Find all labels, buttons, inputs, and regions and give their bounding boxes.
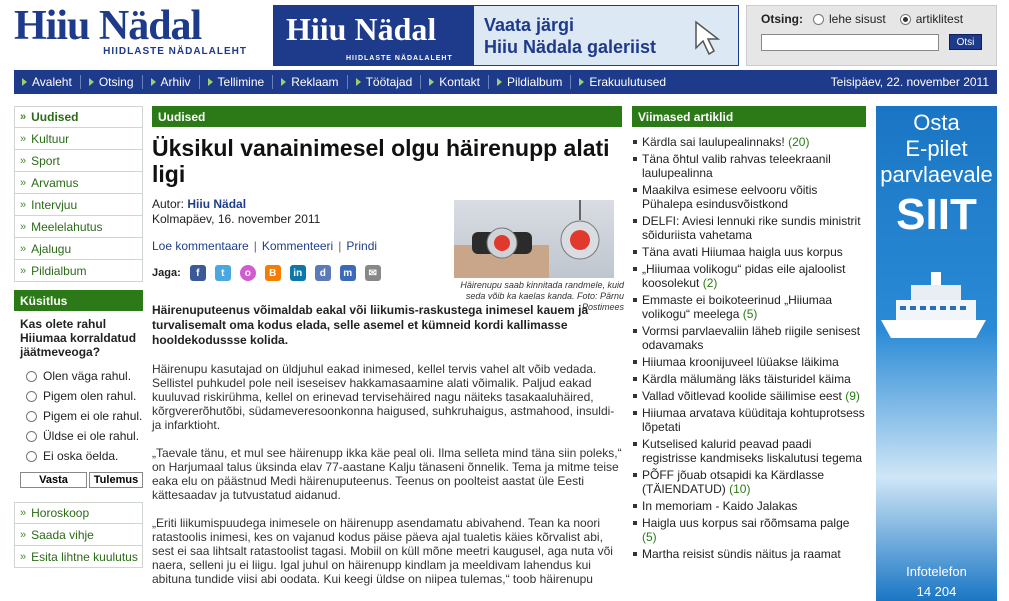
- nav-item-erakuulutused[interactable]: Erakuulutused: [571, 75, 674, 89]
- latest-article-link[interactable]: Kärdla mälumäng läks täisturidel käima: [642, 372, 851, 386]
- sidebar-item-pildialbum[interactable]: » Pildialbum: [14, 260, 143, 282]
- latest-article-item[interactable]: [632, 406, 866, 434]
- ad-line: Osta E-pilet parvlaevale: [880, 110, 993, 187]
- latest-article-item[interactable]: [632, 183, 866, 211]
- facebook-icon[interactable]: f: [190, 265, 206, 281]
- poll-option[interactable]: Olen väga rahul.: [14, 367, 143, 387]
- latest-articles: [632, 106, 866, 564]
- nav-item-tootajad[interactable]: Töötajad: [348, 75, 422, 89]
- section-header: Uudised: [152, 106, 622, 127]
- article-author: Autor: Hiiu Nädal: [152, 197, 247, 211]
- ad-headline: SIIT: [896, 190, 977, 239]
- latest-article-link[interactable]: Maakilva esimese eelvooru võitis Pühalepa esindusvõistkond: [642, 183, 818, 211]
- poll-option[interactable]: Pigem ei ole rahul.: [14, 407, 143, 427]
- latest-article-link[interactable]: Kutselised kalurid peavad paadi registrisse kandmiseks liskalutusi tegema: [642, 437, 863, 465]
- sidebar-item-ajalugu[interactable]: » Ajalugu: [14, 238, 143, 260]
- nav-item-otsing[interactable]: Otsing: [81, 75, 143, 89]
- ad-info-label: Infotelefon: [906, 564, 967, 579]
- latest-article-link[interactable]: Haigla uus korpus sai rõõmsama palge: [642, 516, 850, 530]
- left-sidebar: [14, 106, 143, 568]
- comment-count: (5): [642, 530, 657, 544]
- latest-article-item[interactable]: [632, 547, 866, 561]
- comment-link[interactable]: Kommenteeri: [261, 239, 334, 253]
- gallery-banner[interactable]: [273, 5, 739, 66]
- photo-caption: Häirenupu saab kinnitada randmele, kuid seda võib ka kaelas kanda. Foto: Pärnu Postimees: [460, 280, 624, 312]
- panic-button-photo: [454, 200, 614, 278]
- latest-article-link[interactable]: Vallad võitlevad koolide säilimise eest: [642, 389, 842, 403]
- comment-count: (9): [845, 389, 860, 403]
- latest-article-item[interactable]: [632, 293, 866, 321]
- latest-article-item[interactable]: [632, 152, 866, 180]
- sidebar-item-meelelahutus[interactable]: » Meelelahutus: [14, 216, 143, 238]
- ad-info-phone: 14 204: [916, 584, 957, 599]
- latest-article-item[interactable]: [632, 437, 866, 465]
- sidebar-item-uudised[interactable]: » Uudised: [14, 106, 143, 128]
- latest-article-item[interactable]: [632, 516, 866, 544]
- linkedin-icon[interactable]: in: [290, 265, 306, 281]
- sidebar-item-horoskoop[interactable]: » Horoskoop: [14, 502, 143, 524]
- latest-article-link[interactable]: DELFI: Aviesi lennuki rike sundis ministrit sõiduriista vahetama: [642, 214, 861, 242]
- nav-item-pildialbum[interactable]: Pildialbum: [489, 75, 571, 89]
- latest-article-item[interactable]: [632, 389, 866, 403]
- latest-article-link[interactable]: PÕFF jõuab otsapidi ka Kärdlasse (TÄIENDATUD): [642, 468, 825, 496]
- sidebar-item-intervjuu[interactable]: » Intervjuu: [14, 194, 143, 216]
- comment-count: (10): [729, 482, 751, 496]
- sidebar-item-kuulutus[interactable]: » Esita lihtne kuulutus: [14, 546, 143, 568]
- orkut-icon[interactable]: o: [240, 265, 256, 281]
- comment-count: (20): [788, 135, 810, 149]
- poll-option[interactable]: Ei oska öelda.: [14, 447, 143, 467]
- latest-article-item[interactable]: [632, 499, 866, 513]
- section-menu: [14, 106, 143, 282]
- latest-article-link[interactable]: Täna avati Hiiumaa haigla uus korpus: [642, 245, 843, 259]
- nav-item-avaleht[interactable]: Avaleht: [14, 75, 81, 89]
- current-date: Teisipäev, 22. november 2011: [830, 75, 989, 89]
- sidebar-item-kultuur[interactable]: » Kultuur: [14, 128, 143, 150]
- article-paragraph: Häirenupu kasutajad on üldjuhul eakad inimesed, kellel tervis vahel alt võib vedada. Sellistel puhkudel pole neil iseseisev hakkamasaamine alati võimalik. Paljud eakad kuuluvad riskirühma, kellel on erinevad tervisehäired nagu näiteks tasakaaluhäired, kõrgvererõhutõbi, südameveresoonkonna haigused, suhkruhaigus, astmahood, insuldi-ja infarktioht.: [152, 362, 615, 432]
- article-date: Kolmapäev, 16. november 2011: [152, 212, 321, 226]
- latest-article-link[interactable]: Vormsi parvlaevaliin läheb riigile senisest odavamaks: [642, 324, 861, 352]
- latest-article-item[interactable]: [632, 214, 866, 242]
- search-input[interactable]: [761, 34, 939, 51]
- email-icon[interactable]: ✉: [365, 265, 381, 281]
- latest-article-link[interactable]: Emmaste ei boikoteerinud „Hiiumaa volikogu“ meelega: [642, 293, 833, 321]
- latest-article-link[interactable]: In memoriam - Kaido Jalakas: [642, 499, 798, 513]
- nav-item-tellimine[interactable]: Tellimine: [200, 75, 274, 89]
- banner-brand: Hiiu Nädal HIIDLASTE NÄDALALEHT: [274, 6, 474, 65]
- article-paragraph: „Eriti liikumispuudega inimesele on häirenupp asendamatu abivahend. Tean ka noori ratastoolis inimesi, kes on vajanud kodus päise päeva ajal tualetis käies kõrvalist abi, sest ei saa lihtsalt ratastoolist tagasi. Mobiil on küll mõne meetri kaugusel, aga nuta või naera, selleni ju ei liigu. Igal juhul on häirenupp kindlam ja meeldivam lahendus kui abituna tundide viisi abi oodata. Kui keegi üldse on niipea tulemas,“ toob häirenupu: [152, 516, 613, 586]
- article-photo[interactable]: [452, 200, 624, 324]
- poll-results-button[interactable]: Tulemus: [89, 472, 143, 488]
- latest-article-link[interactable]: Täna õhtul valib rahvas teleekraanil laulupealinna: [642, 152, 831, 180]
- sidebar-item-sport[interactable]: » Sport: [14, 150, 143, 172]
- article: [152, 106, 622, 586]
- article-paragraph: „Taevale tänu, et mul see häirenupp ikka käe peal oli. Ilma selleta mind täna siin poleks,“ on Harjumaal talus üksinda elav 77-aastane Kalju tänaseni õnnelik. Tema ja mitme teise eaka elu on päästnud Medi häirenuputeenus. Teenus on poolteist aastat üle Eesti kättesaadav ja tutvustatud aidanud.: [152, 446, 622, 502]
- search-scope-content-radio[interactable]: lehe sisust: [813, 12, 886, 26]
- sidebar-item-saada-vihje[interactable]: » Saada vihje: [14, 524, 143, 546]
- nav-item-kontakt[interactable]: Kontakt: [421, 75, 489, 89]
- banner-text: Vaata järgi Hiiu Nädala galeriist: [484, 15, 657, 57]
- blogger-icon[interactable]: B: [265, 265, 281, 281]
- latest-article-link[interactable]: Hiiumaa kroonijuveel lüüakse läikima: [642, 355, 839, 369]
- poll-vote-button[interactable]: Vasta: [20, 472, 87, 488]
- comment-count: (2): [702, 276, 718, 290]
- read-comments-link[interactable]: Loe kommentaare: [152, 239, 249, 253]
- delicious-icon[interactable]: d: [315, 265, 331, 281]
- nav-item-reklaam[interactable]: Reklaam: [273, 75, 347, 89]
- logo-title: Hiiu Nädal: [14, 3, 202, 49]
- latest-article-link[interactable]: „Hiiumaa volikogu“ pidas eile ajaloolist koosolekut: [642, 262, 846, 290]
- author-link[interactable]: Hiiu Nädal: [187, 197, 247, 211]
- nav-item-arhiiv[interactable]: Arhiiv: [143, 75, 200, 89]
- poll-question: Kas olete rahul Hiiumaa korraldatud jäätmeveoga?: [20, 317, 137, 359]
- latest-title: Viimased artiklid: [632, 106, 866, 127]
- search-box: [746, 5, 997, 66]
- article-actions: Loe kommentaare | Kommenteeri | Prindi: [152, 239, 378, 253]
- latest-article-item[interactable]: [632, 468, 866, 496]
- poll-title: Küsitlus: [14, 290, 143, 311]
- latest-article-link[interactable]: Kärdla sai laulupealinnaks!: [642, 135, 785, 149]
- cursor-arrow-icon: [690, 18, 730, 58]
- latest-list: [632, 135, 866, 561]
- latest-article-item[interactable]: [632, 245, 866, 259]
- ferry-ticket-ad[interactable]: [876, 106, 997, 601]
- search-scope-articles-radio[interactable]: artiklitest: [900, 12, 963, 26]
- ferry-ship-icon: [876, 260, 997, 350]
- logo-subtitle: HIIDLASTE NÄDALALEHT: [103, 46, 247, 57]
- search-button[interactable]: Otsi: [949, 34, 982, 50]
- latest-article-item[interactable]: [632, 355, 866, 369]
- latest-article-item[interactable]: [632, 135, 866, 149]
- twitter-icon[interactable]: t: [215, 265, 231, 281]
- myspace-icon[interactable]: m: [340, 265, 356, 281]
- article-title: Üksikul vanainimesel olgu häirenupp alati ligi: [152, 135, 610, 187]
- comment-count: (5): [742, 307, 758, 321]
- sidebar-item-arvamus[interactable]: » Arvamus: [14, 172, 143, 194]
- site-logo[interactable]: [14, 3, 259, 64]
- extra-menu: [14, 502, 143, 568]
- latest-article-link[interactable]: Martha reisist sündis näitus ja raamat: [642, 547, 841, 561]
- share-label: Jaga:: [152, 267, 181, 279]
- poll-option[interactable]: Pigem olen rahul.: [14, 387, 143, 407]
- search-label: Otsing:: [761, 12, 803, 26]
- print-link[interactable]: Prindi: [346, 239, 378, 253]
- latest-article-item[interactable]: [632, 262, 866, 290]
- latest-article-item[interactable]: [632, 372, 866, 386]
- main-nav: [14, 70, 997, 94]
- article-lead: Häirenuputeenus võimaldab eakal või liikumis-raskustega inimesel kauem ja turvalisemalt oma kodus elada, selle asemel et kümneid kordi kallimasse hooldekodussse kolida.: [152, 303, 589, 347]
- poll: [14, 290, 143, 488]
- latest-article-link[interactable]: Hiiumaa arvatava küüditaja kohtuprotsess lõpetati: [642, 406, 865, 434]
- latest-article-item[interactable]: [632, 324, 866, 352]
- poll-option[interactable]: Üldse ei ole rahul.: [14, 427, 143, 447]
